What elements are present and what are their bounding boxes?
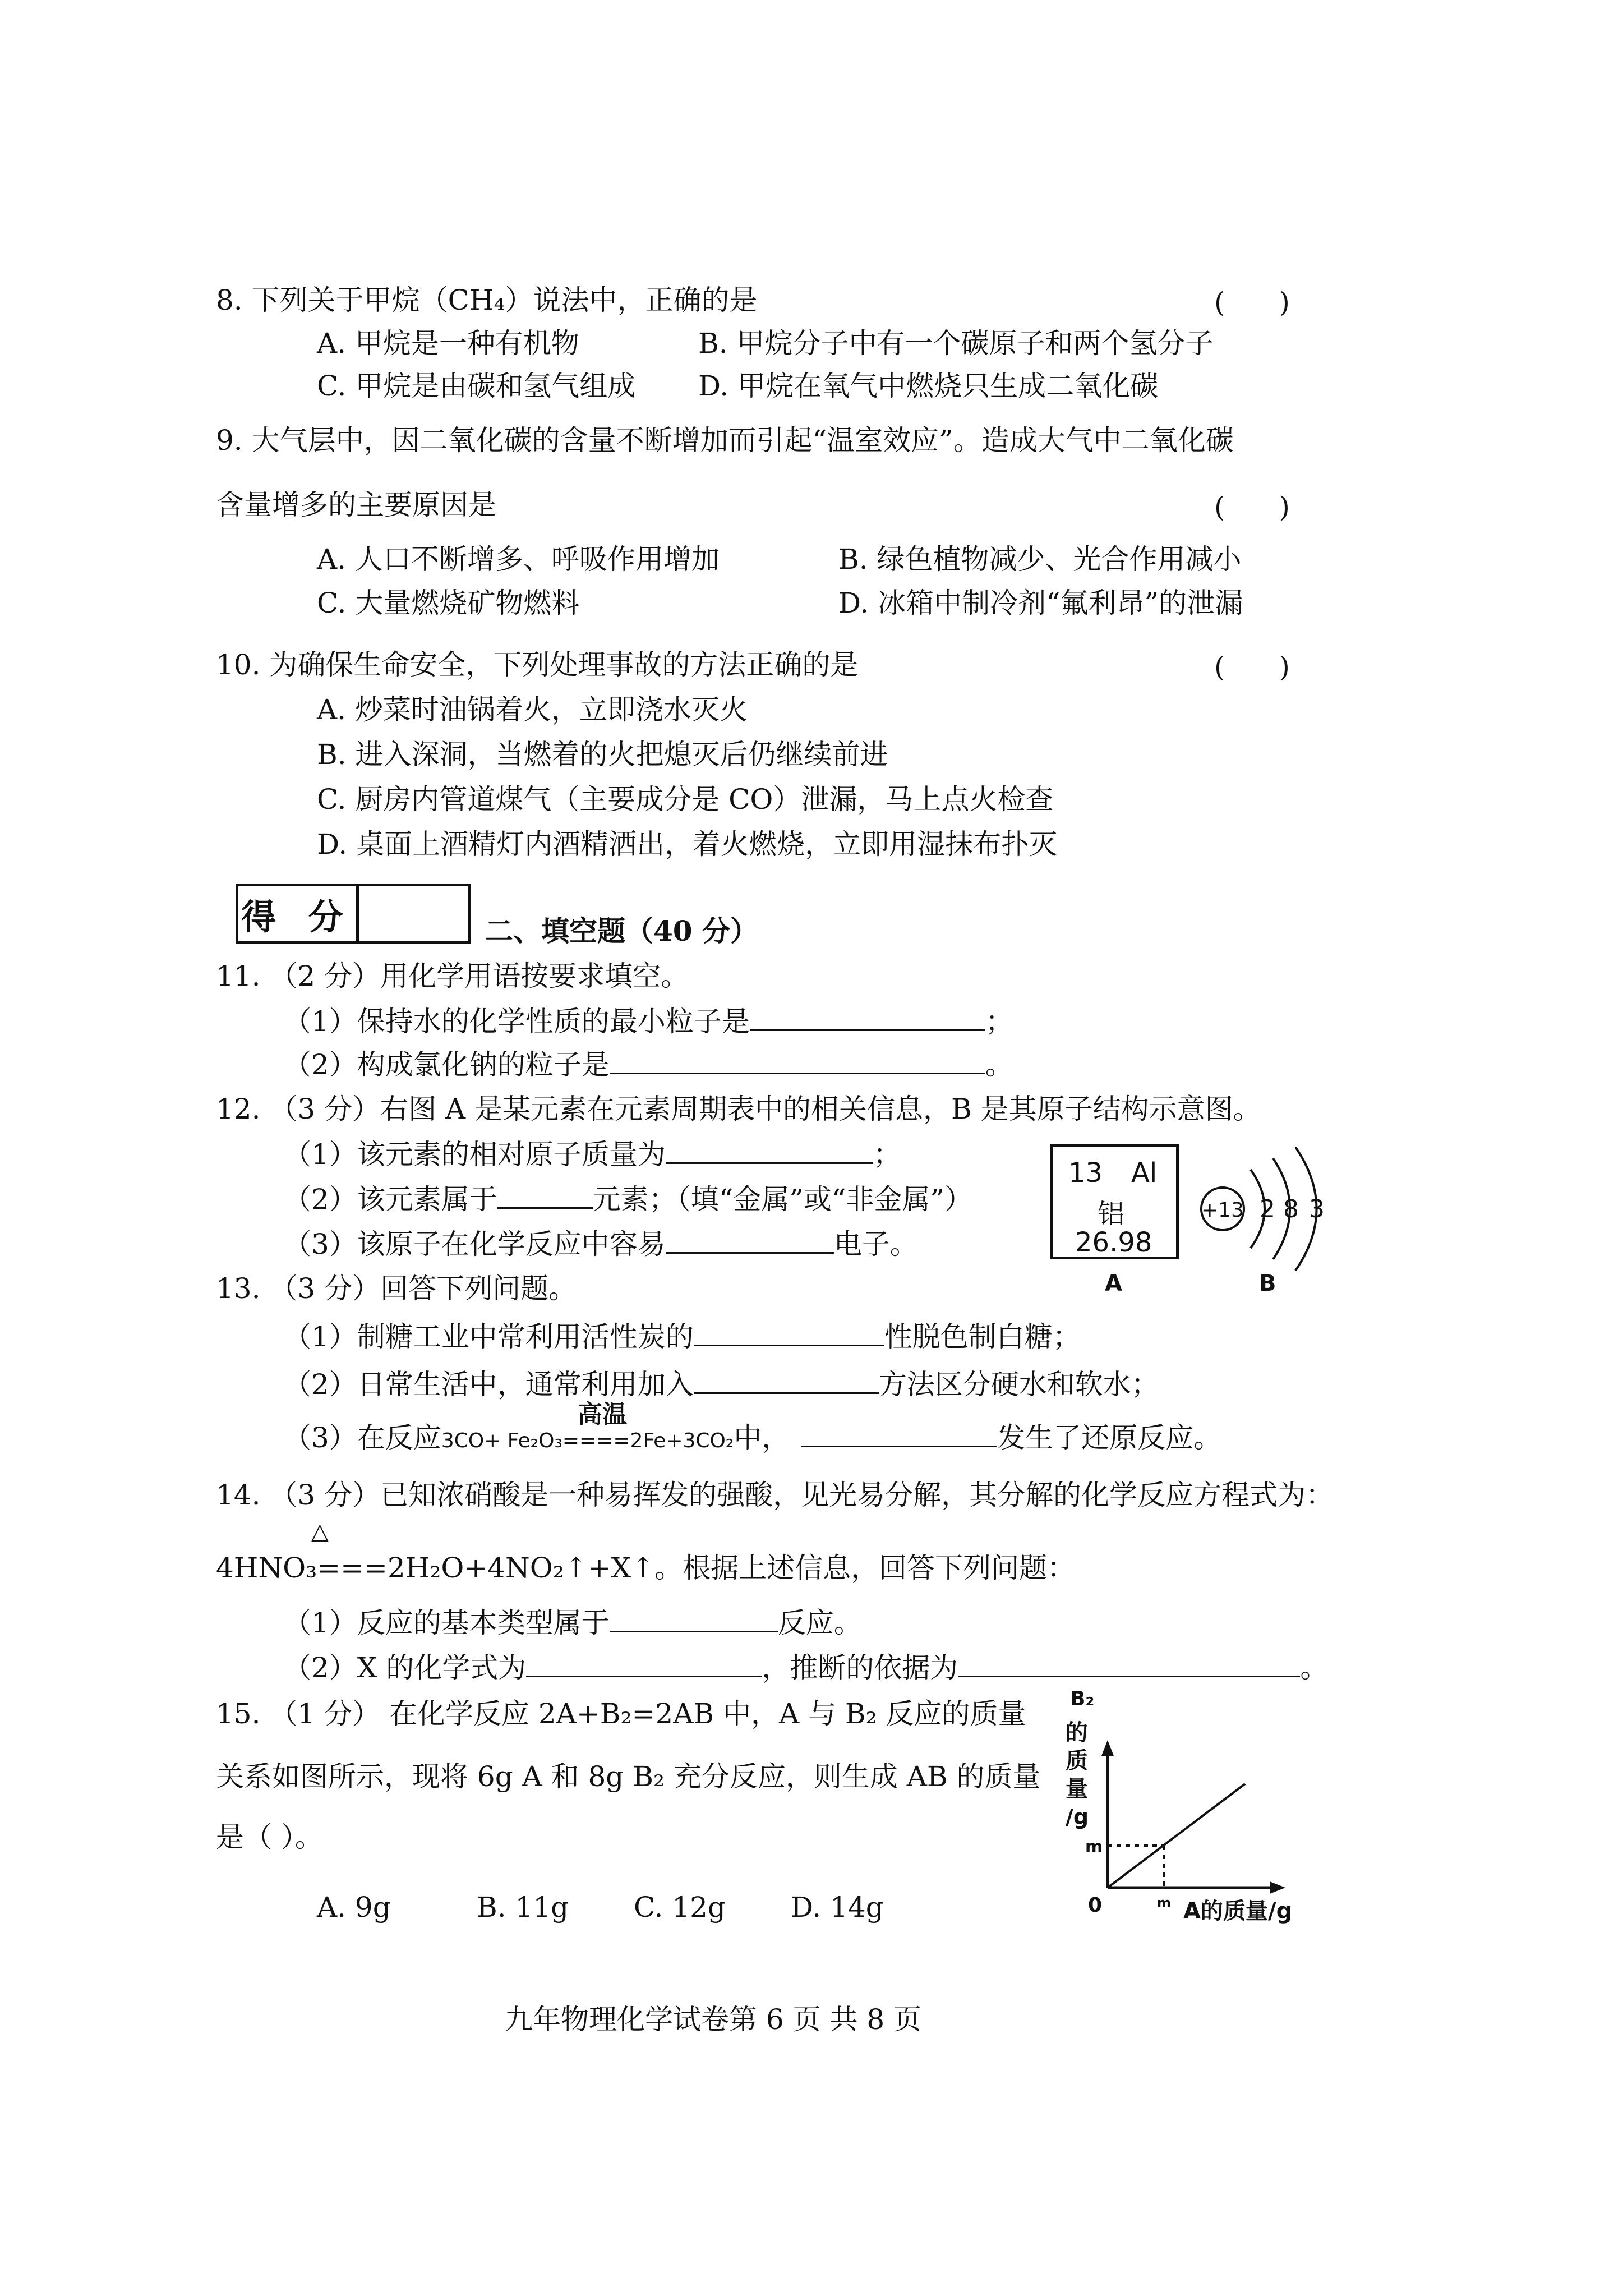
q14-part2-mid: ，推断的依据为 — [762, 1651, 958, 1684]
q13-part1 — [283, 1321, 1081, 1351]
q9-option-c: C. 大量燃烧矿物燃料 — [317, 587, 580, 619]
q12-part1-end: ； — [873, 1138, 901, 1171]
q15-option-a: A. 9g — [317, 1891, 391, 1924]
score-box — [236, 884, 471, 944]
graph-y-label-char-2: 质 — [1066, 1748, 1088, 1774]
atom-structure-diagram — [1189, 1139, 1357, 1273]
q9-option-a: A. 人口不断增多、呼吸作用增加 — [317, 543, 720, 576]
atom-shell-3-count: 3 — [1309, 1195, 1325, 1223]
graph-origin: 0 — [1088, 1894, 1103, 1917]
q13-reaction-condition: 高温 — [578, 1400, 627, 1429]
q13-part3-end: 发生了还原反应。 — [997, 1421, 1222, 1454]
q8-option-c: C. 甲烷是由碳和氢气组成 — [317, 370, 636, 402]
q14-reaction-condition: △ — [311, 1519, 329, 1544]
element-number: 13 — [1068, 1157, 1103, 1189]
q9-stem-line1: 9. 大气层中，因二氧化碳的含量不断增加而引起“温室效应”。造成大气中二氧化碳 — [216, 424, 1234, 457]
q12-part1-blank[interactable] — [666, 1139, 873, 1164]
q13-part3-blank[interactable] — [801, 1422, 997, 1447]
q15-option-c: C. 12g — [634, 1891, 726, 1924]
q13-part1-end: 性脱色制白糖； — [884, 1320, 1081, 1353]
graph-mass-line — [1108, 1784, 1245, 1888]
q14-part1-end: 反应。 — [777, 1607, 862, 1639]
q15-option-b: B. 11g — [477, 1891, 569, 1924]
q14-part2-blank-1[interactable] — [526, 1652, 762, 1677]
graph-y-label-char-1: 的 — [1066, 1720, 1088, 1746]
element-symbol: Al — [1131, 1157, 1158, 1189]
section-title: 二、填空题（40 分） — [485, 914, 758, 947]
graph-y-label-char-4: /g — [1066, 1805, 1089, 1829]
q14-part2-blank-2[interactable] — [958, 1652, 1300, 1677]
graph-y-axis-arrow — [1101, 1740, 1114, 1756]
graph-x-label: A的质量/g — [1183, 1898, 1293, 1924]
q13-part3-mid: 中， — [734, 1421, 790, 1454]
q9-option-b: B. 绿色植物减少、光合作用减小 — [838, 543, 1242, 576]
q13-part3 — [283, 1422, 1221, 1452]
q14-stem: 14. （3 分）已知浓硝酸是一种易挥发的强酸，见光易分解，其分解的化学反应方程式为： — [216, 1479, 1334, 1511]
q12-part2-mid: 元素；（填“金属”或“非金属”） — [592, 1183, 973, 1216]
graph-x-axis-arrow — [1270, 1881, 1285, 1894]
element-mass: 26.98 — [1075, 1227, 1152, 1258]
q9-option-d: D. 冰箱中制冷剂“氟利昂”的泄漏 — [838, 587, 1243, 619]
atom-nucleus-label: +13 — [1201, 1199, 1244, 1222]
element-name: 铝 — [1098, 1198, 1125, 1230]
q13-reaction-equation: 3CO+ Fe₂O₃====2Fe+3CO₂ — [441, 1429, 734, 1452]
page-footer: 九年物理化学试卷第 6 页 共 8 页 — [505, 2003, 922, 2036]
graph-y-label-b2: B₂ — [1070, 1687, 1095, 1710]
q13-part1-blank[interactable] — [694, 1321, 884, 1346]
q9-answer-paren: ( ) — [1214, 491, 1312, 523]
q14-part2-end: 。 — [1300, 1651, 1329, 1684]
q12-part2-text: （2）该元素属于 — [283, 1183, 497, 1216]
q10-stem: 10. 为确保生命安全，下列处理事故的方法正确的是 — [216, 648, 859, 681]
q12-part3 — [283, 1228, 918, 1258]
graph-y-label-char-3: 量 — [1066, 1776, 1088, 1802]
element-card-label: A — [1105, 1271, 1122, 1296]
q15-option-d: D. 14g — [791, 1891, 884, 1924]
q13-stem: 13. （3 分）回答下列问题。 — [216, 1272, 577, 1305]
q11-part1-end: ； — [985, 1005, 1013, 1038]
q13-part1-text: （1）制糖工业中常利用活性炭的 — [283, 1320, 694, 1353]
q8-stem: 8. 下列关于甲烷（CH₄）说法中，正确的是 — [216, 284, 758, 316]
q10-option-b: B. 进入深洞，当燃着的火把熄灭后仍继续前进 — [317, 738, 888, 771]
element-card — [1050, 1144, 1179, 1259]
q11-part1 — [283, 1006, 1013, 1036]
q14-part1-text: （1）反应的基本类型属于 — [283, 1607, 610, 1639]
q12-part1-text: （1）该元素的相对原子质量为 — [283, 1138, 666, 1171]
q11-part1-text: （1）保持水的化学性质的最小粒子是 — [283, 1005, 750, 1038]
q14-part2-text: （2）X 的化学式为 — [283, 1651, 527, 1684]
q14-part1-blank[interactable] — [610, 1607, 778, 1632]
q13-part2-end: 方法区分硬水和软水； — [878, 1368, 1159, 1401]
q13-part2 — [283, 1368, 1159, 1401]
q8-option-b: B. 甲烷分子中有一个碳原子和两个氢分子 — [698, 327, 1214, 360]
atom-diagram-label: B — [1259, 1271, 1276, 1296]
q12-part3-end: 电子。 — [833, 1228, 918, 1260]
q13-part3-text: （3）在反应 — [283, 1421, 441, 1454]
graph-y-tick-m: m — [1085, 1837, 1103, 1857]
q12-part2 — [283, 1183, 973, 1216]
q13-part2-text: （2）日常生活中，通常利用加入 — [283, 1368, 694, 1401]
q8-option-a: A. 甲烷是一种有机物 — [317, 327, 579, 360]
q10-answer-paren: ( ) — [1214, 651, 1312, 683]
q12-part3-text: （3）该原子在化学反应中容易 — [283, 1228, 666, 1260]
q11-stem: 11. （2 分）用化学用语按要求填空。 — [216, 960, 689, 992]
q12-part1 — [283, 1138, 901, 1171]
q11-part2 — [283, 1049, 1013, 1079]
q14-equation: 4HNO₃===2H₂O+4NO₂↑+X↑。根据上述信息，回答下列问题： — [216, 1552, 1076, 1584]
atom-shell-1-count: 2 — [1260, 1195, 1275, 1223]
q11-part1-blank[interactable] — [750, 1006, 985, 1031]
q10-option-a: A. 炒菜时油锅着火，立即浇水灭火 — [317, 693, 748, 726]
q8-option-d: D. 甲烷在氧气中燃烧只生成二氧化碳 — [698, 370, 1159, 402]
q10-option-c: C. 厨房内管道煤气（主要成分是 CO）泄漏，马上点火检查 — [317, 783, 1054, 816]
q15-stem-line3: 是（ ）。 — [216, 1821, 323, 1853]
q13-part2-blank[interactable] — [694, 1369, 879, 1394]
q8-answer-paren: ( ) — [1214, 286, 1312, 319]
q12-part3-blank[interactable] — [666, 1228, 834, 1254]
q11-part2-text: （2）构成氯化钠的粒子是 — [283, 1048, 610, 1081]
q9-stem-line2: 含量增多的主要原因是 — [216, 489, 496, 521]
graph-x-tick-m: m — [1157, 1895, 1172, 1911]
q15-stem-line2: 关系如图所示，现将 6g A 和 8g B₂ 充分反应，则生成 AB 的质量 — [216, 1760, 1041, 1793]
q10-option-d: D. 桌面上酒精灯内酒精洒出，着火燃烧，立即用湿抹布扑灭 — [317, 828, 1058, 861]
q12-stem: 12. （3 分）右图 A 是某元素在元素周期表中的相关信息，B 是其原子结构示意图。 — [216, 1093, 1261, 1125]
mass-relation-graph — [1054, 1677, 1335, 1947]
q11-part2-end: 。 — [985, 1048, 1013, 1081]
q12-part2-blank[interactable] — [497, 1184, 593, 1209]
q15-stem-line1: 15. （1 分） 在化学反应 2A+B₂=2AB 中，A 与 B₂ 反应的质量 — [216, 1697, 1026, 1730]
score-label: 得 分 — [238, 886, 359, 941]
atom-shell-2-count: 8 — [1283, 1195, 1299, 1223]
q11-part2-blank[interactable] — [610, 1049, 985, 1074]
q14-part1 — [283, 1607, 862, 1637]
